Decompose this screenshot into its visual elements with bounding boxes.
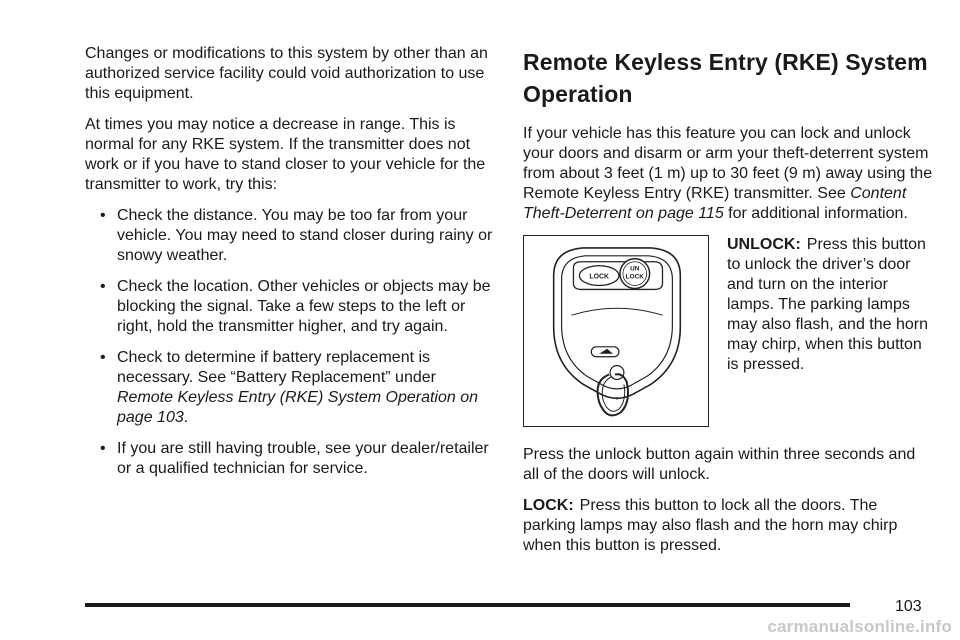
cross-reference-link[interactable]: Content Theft-Deterrent on page 115 <box>523 185 907 222</box>
section-heading: Remote Keyless Entry (RKE) System Operation <box>523 49 928 107</box>
bullet-icon: • <box>100 440 106 457</box>
unlock-description <box>727 235 933 375</box>
unlock-button-label-bottom: LOCK <box>625 273 644 281</box>
footer-divider <box>85 603 850 607</box>
list-item-text: Check the location. Other vehicles or objects may be blocking the signal. Take a few steps to the left or right, hold the transmitter higher, and try again. <box>117 278 491 335</box>
rke-transmitter-figure <box>523 235 709 427</box>
list-item-text-post: . <box>183 409 189 426</box>
lock-description <box>523 496 933 556</box>
list-item-text-pre: Check to determine if battery replacement is necessary. See “Battery Replacement” under <box>117 349 436 386</box>
unlock-again-paragraph: Press the unlock button again within three seconds and all of the doors will unlock. <box>523 446 916 483</box>
unlock-term: UNLOCK: <box>727 236 801 253</box>
modification-warning: Changes or modifications to this system by other than an authorized service facility could void authorization to use this equipment. <box>85 45 488 102</box>
key-fob-icon <box>524 236 708 426</box>
bullet-icon: • <box>100 278 106 295</box>
range-paragraph: At times you may notice a decrease in range. This is normal for any RKE system. If the transmitter does not work or if you have to stand closer to your vehicle for the transmitter to work, try this: <box>85 116 486 193</box>
list-item <box>85 348 495 428</box>
list-item <box>85 439 495 479</box>
intro-text-post: for additional information. <box>723 205 908 222</box>
intro-text-pre: If your vehicle has this feature you can lock and unlock your doors and disarm or arm your theft-deterrent system from about 3 feet (1 m) up to 30 feet (9 m) away using the Remote Keyless Entry (RKE) transmitter. See <box>523 125 933 202</box>
list-item <box>85 277 495 337</box>
bullet-icon: • <box>100 207 106 224</box>
unlock-text: Press this button to unlock the driver’s door and turn on the interior lamps. The parking lamps may also flash, and the horn may chirp, when this button is pressed. <box>727 236 929 373</box>
list-item-text: If you are still having trouble, see your dealer/retailer or a qualified technician for service. <box>117 440 489 477</box>
bullet-icon: • <box>100 349 106 366</box>
cross-reference-link[interactable]: Remote Keyless Entry (RKE) System Operation on page 103 <box>117 389 479 426</box>
watermark: carmanualsonline.info <box>767 617 952 636</box>
intro-paragraph <box>523 124 933 224</box>
unlock-figure-row <box>523 235 933 431</box>
lock-button-label: LOCK <box>589 273 609 281</box>
list-item-text: Check the distance. You may be too far from your vehicle. You may need to stand closer during rainy or snowy weather. <box>117 207 493 264</box>
right-column <box>523 44 933 567</box>
left-column <box>85 44 495 490</box>
lock-text: Press this button to lock all the doors. The parking lamps may also flash and the horn may chirp when this button is pressed. <box>523 497 898 554</box>
list-item <box>85 206 495 266</box>
lock-term: LOCK: <box>523 497 574 514</box>
unlock-button-label-top: UN <box>630 265 640 273</box>
troubleshooting-list <box>85 206 495 479</box>
page-number: 103 <box>895 598 922 615</box>
